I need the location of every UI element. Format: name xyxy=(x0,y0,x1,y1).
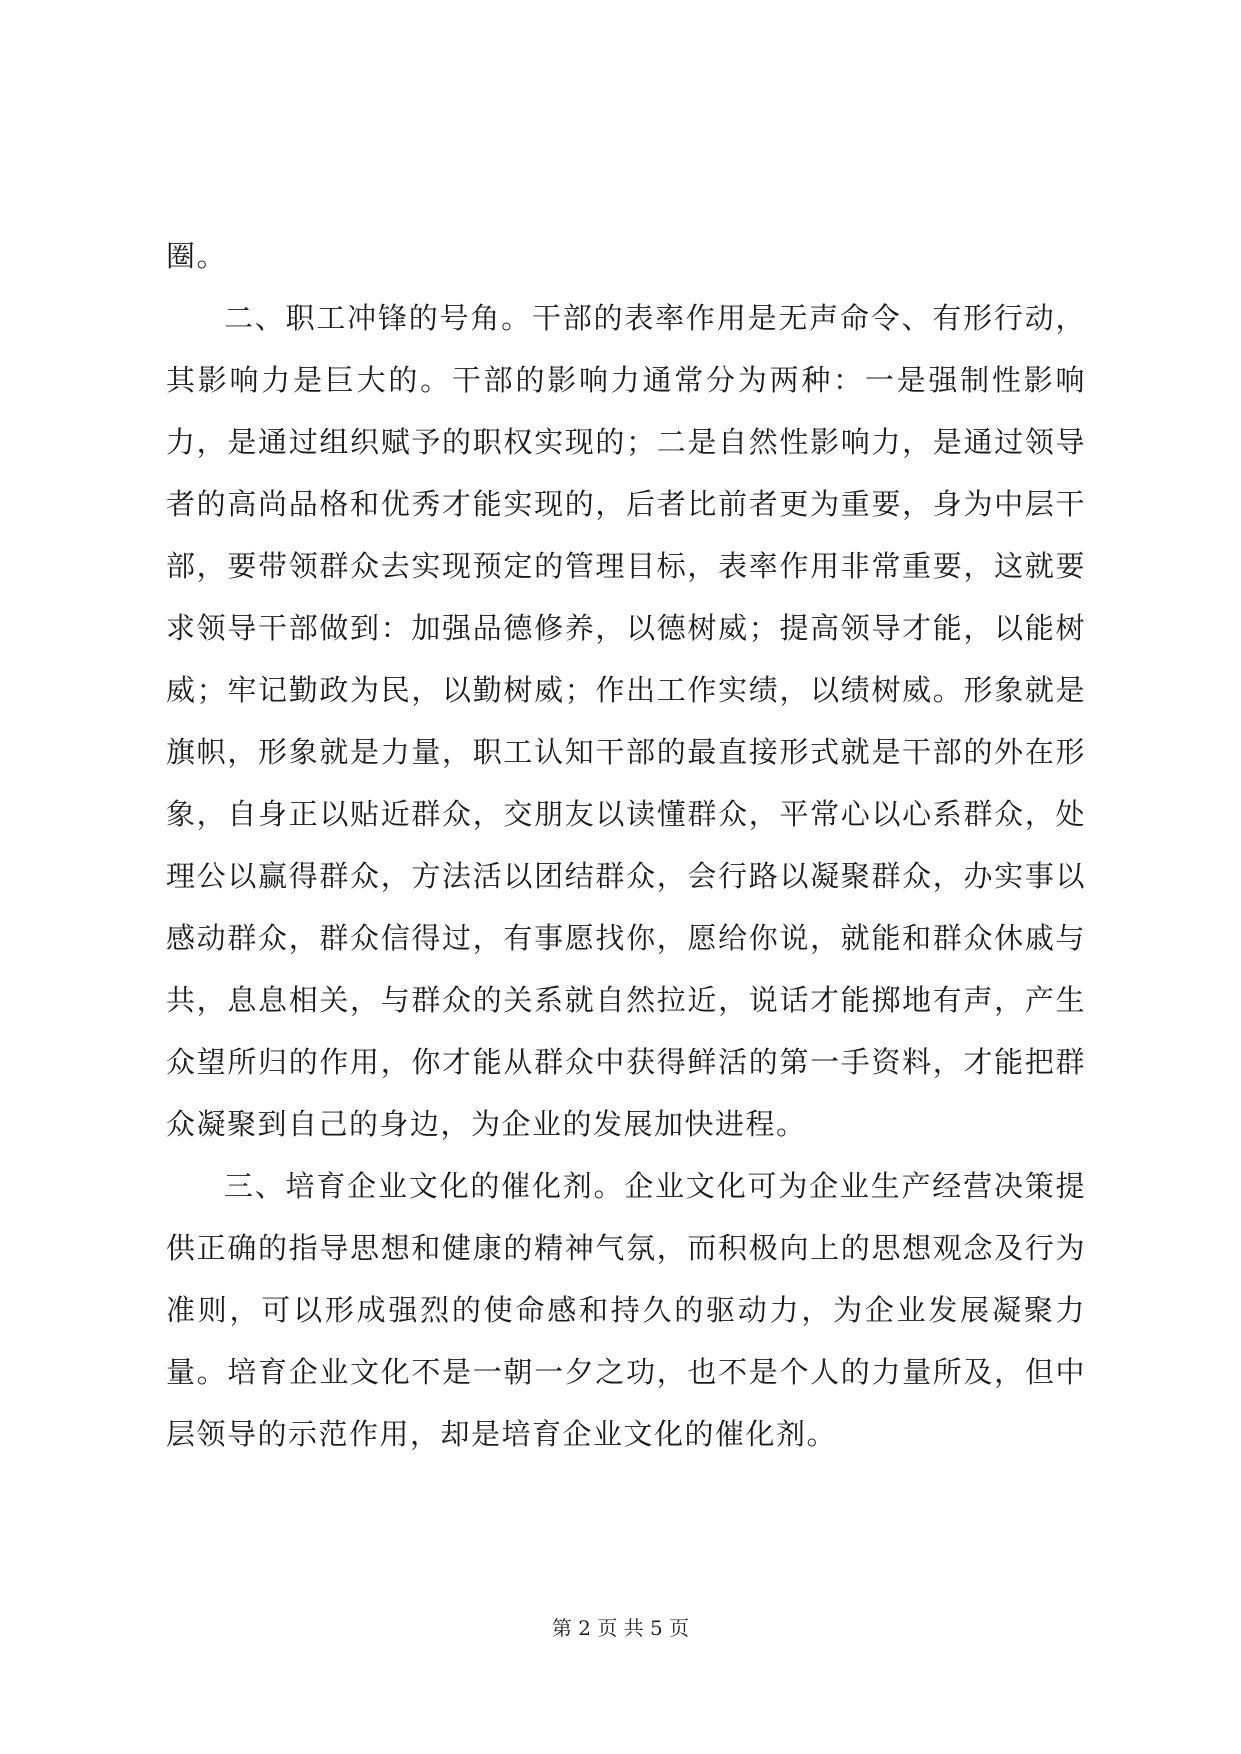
paragraph-continuation: 圈。 xyxy=(166,239,228,273)
paragraph-section-three: 三、培育企业文化的催化剂。企业文化可为企业生产经营决策提供正确的指导思想和健康的精神气氛，而积极向上的思想观念及行为准则，可以形成强烈的使命感和持久的驱动力，为企业发展凝聚力量。培育企业文化不是一朝一夕之功，也不是个人的力量所及，但中层领导的示范作用，却是培育企业文化的催化剂。 xyxy=(166,1169,1086,1451)
document-body xyxy=(166,225,1086,1465)
paragraph-section-two: 二、职工冲锋的号角。干部的表率作用是无声命令、有形行动，其影响力是巨大的。干部的影响力通常分为两种：一是强制性影响力，是通过组织赋予的职权实现的；二是自然性影响力，是通过领导者的高尚品格和优秀才能实现的，后者比前者更为重要，身为中层干部，要带领群众去实现预定的管理目标，表率作用非常重要，这就要求领导干部做到：加强品德修养，以德树威；提高领导才能，以能树威；牢记勤政为民，以勤树威；作出工作实绩，以绩树威。形象就是旗帜，形象就是力量，职工认知干部的最直接形式就是干部的外在形象，自身正以贴近群众，交朋友以读懂群众，平常心以心系群众，处理公以赢得群众，方法活以团结群众，会行路以凝聚群众，办实事以感动群众，群众信得过，有事愿找你，愿给你说，就能和群众休戚与共，息息相关，与群众的关系就自然拉近，说话才能掷地有声，产生众望所归的作用，你才能从群众中获得鲜活的第一手资料，才能把群众凝聚到自己的身边，为企业的发展加快进程。 xyxy=(166,301,1086,1141)
page-number-footer: 第 2 页 共 5 页 xyxy=(551,1616,690,1640)
